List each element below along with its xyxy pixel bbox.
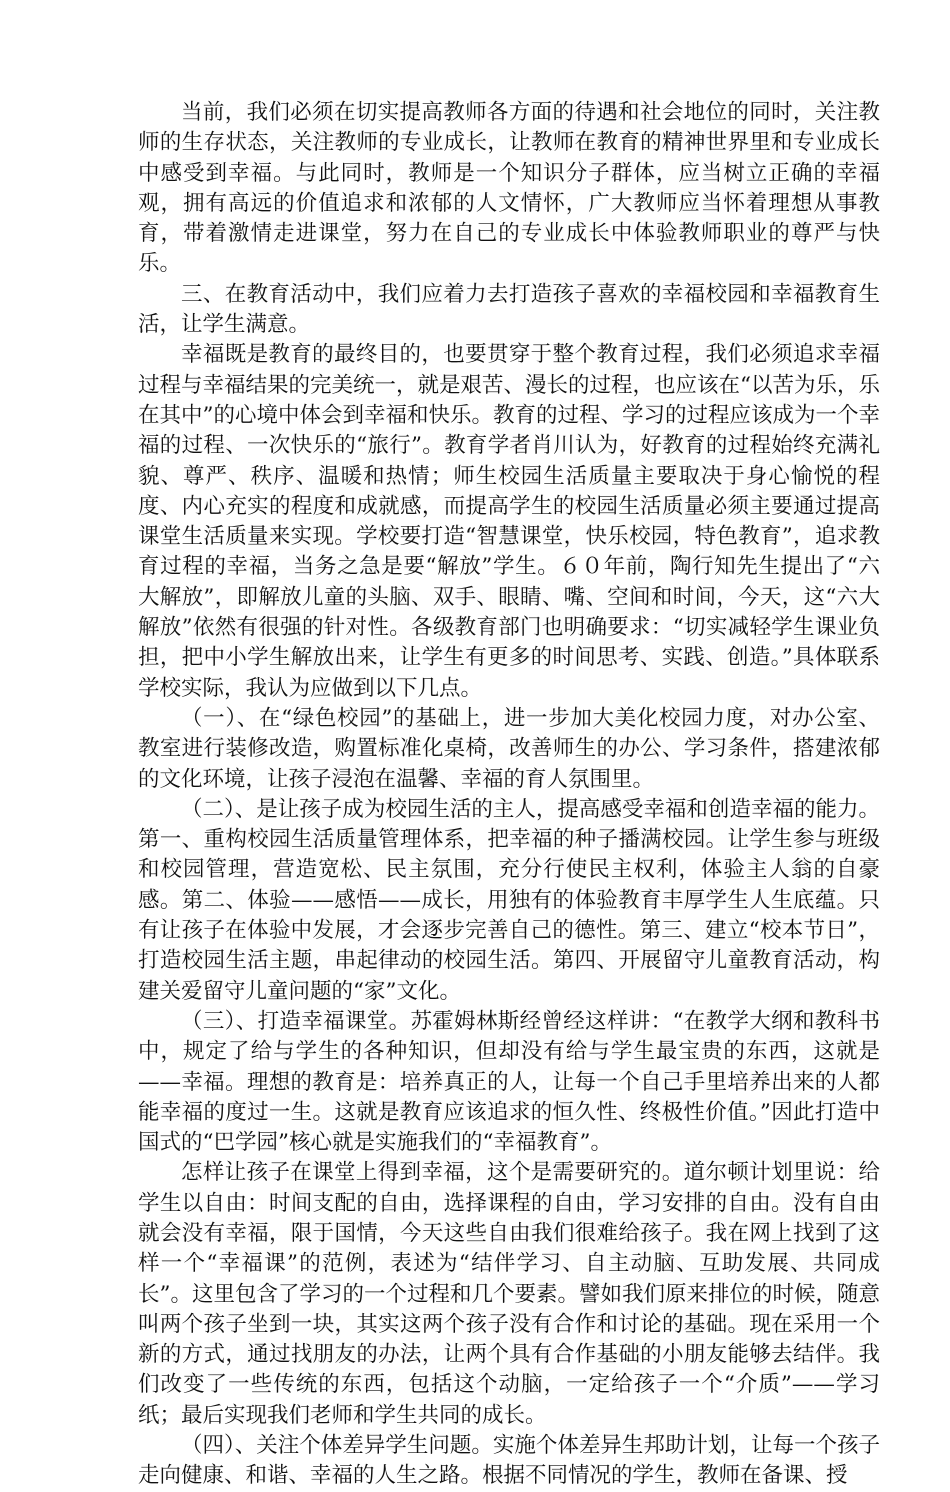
paragraph-item-four: （四）、关注个体差异学生问题。实施个体差异生邦助计划，让每一个孩子走向健康、和谐、幸福的人生之路。根据不同情况的学生，教师在备课、授 [138,1433,880,1489]
paragraph-item-three: （三）、打造幸福课堂。苏霍姆林斯经曾经这样讲：“在教学大纲和教科书中，规定了给与学生的各种知识，但却没有给与学生最宝贵的东西，这就是——幸福。理想的教育是：培养真正的人，让每一个自己手里培养出来的人都能幸福的度过一生。这就是教育应该追求的恒久性、终极性价值。”因此打造中国式的“巴学园”核心就是实施我们的“幸福教育”。 [138,1008,880,1156]
paragraph-happiness-process: 幸福既是教育的最终目的，也要贯穿于整个教育过程，我们必须追求幸福过程与幸福结果的完美统一，就是艰苦、漫长的过程，也应该在“以苦为乐，乐在其中”的心境中体会到幸福和快乐。教育的过程、学习的过程应该成为一个幸福的过程、一次快乐的“旅行”。教育学者肖川认为，好教育的过程始终充满礼貌、尊严、秩序、温暖和热情；师生校园生活质量主要取决于身心愉悦的程度、内心充实的程度和成就感，而提高学生的校园生活质量必须主要通过提高课堂生活质量来实现。学校要打造“智慧课堂，快乐校园，特色教育”，追求教育过程的幸福，当务之急是要“解放”学生。６０年前，陶行知先生提出了“六大解放”，即解放儿童的头脑、双手、眼睛、嘴、空间和时间，今天，这“六大解放”依然有很强的针对性。各级教育部门也明确要求：“切实减轻学生课业负担，把中小学生解放出来，让学生有更多的时间思考、实践、创造。”具体联系学校实际，我认为应做到以下几点。 [138,342,880,701]
paragraph-item-two: （二）、是让孩子成为校园生活的主人，提高感受幸福和创造幸福的能力。第一、重构校园生活质量管理体系，把幸福的种子播满校园。让学生参与班级和校园管理，营造宽松、民主氛围，充分行使民主权利，体验主人翁的自豪感。第二、体验——感悟——成长，用独有的体验教育丰厚学生人生底蕴。只有让孩子在体验中发展，才会逐步完善自己的德性。第三、建立“校本节日”，打造校园生活主题，串起律动的校园生活。第四、开展留守儿童教育活动，构建关爱留守儿童问题的“家”文化。 [138,796,880,1004]
paragraph-item-one: （一）、在“绿色校园”的基础上，进一步加大美化校园力度，对办公室、教室进行装修改造，购置标准化桌椅，改善师生的办公、学习条件，搭建浓郁的文化环境，让孩子浸泡在温馨、幸福的育人氛围里。 [138,705,880,792]
heading-section-three: 三、在教育活动中，我们应着力去打造孩子喜欢的幸福校园和幸福教育生活，让学生满意。 [138,281,880,338]
paragraph-teacher-happiness: 当前，我们必须在切实提高教师各方面的待遇和社会地位的同时，关注教师的生存状态，关注教师的专业成长，让教师在教育的精神世界里和专业成长中感受到幸福。与此同时，教师是一个知识分子群体，应当树立正确的幸福观，拥有高远的价值追求和浓郁的人文情怀，广大教师应当怀着理想从事教育，带着激情走进课堂，努力在自己的专业成长中体验教师职业的尊严与快乐。 [138,100,880,277]
paragraph-happy-classroom: 怎样让孩子在课堂上得到幸福，这个是需要研究的。道尔顿计划里说：给学生以自由：时间支配的自由，选择课程的自由，学习安排的自由。没有自由就会没有幸福，限于国情，今天这些自由我们很难给孩子。我在网上找到了这样一个“幸福课”的范例，表述为“结伴学习、自主动脑、互助发展、共同成长”。这里包含了学习的一个过程和几个要素。譬如我们原来排位的时候，随意叫两个孩子坐到一块，其实这两个孩子没有合作和讨论的基础。现在采用一个新的方式，通过找朋友的办法，让两个具有合作基础的小朋友能够去结伴。我们改变了一些传统的东西，包括这个动脑，一定给孩子一个“介质”——学习纸；最后实现我们老师和学生共同的成长。 [138,1160,880,1428]
document-body [138,98,880,1492]
